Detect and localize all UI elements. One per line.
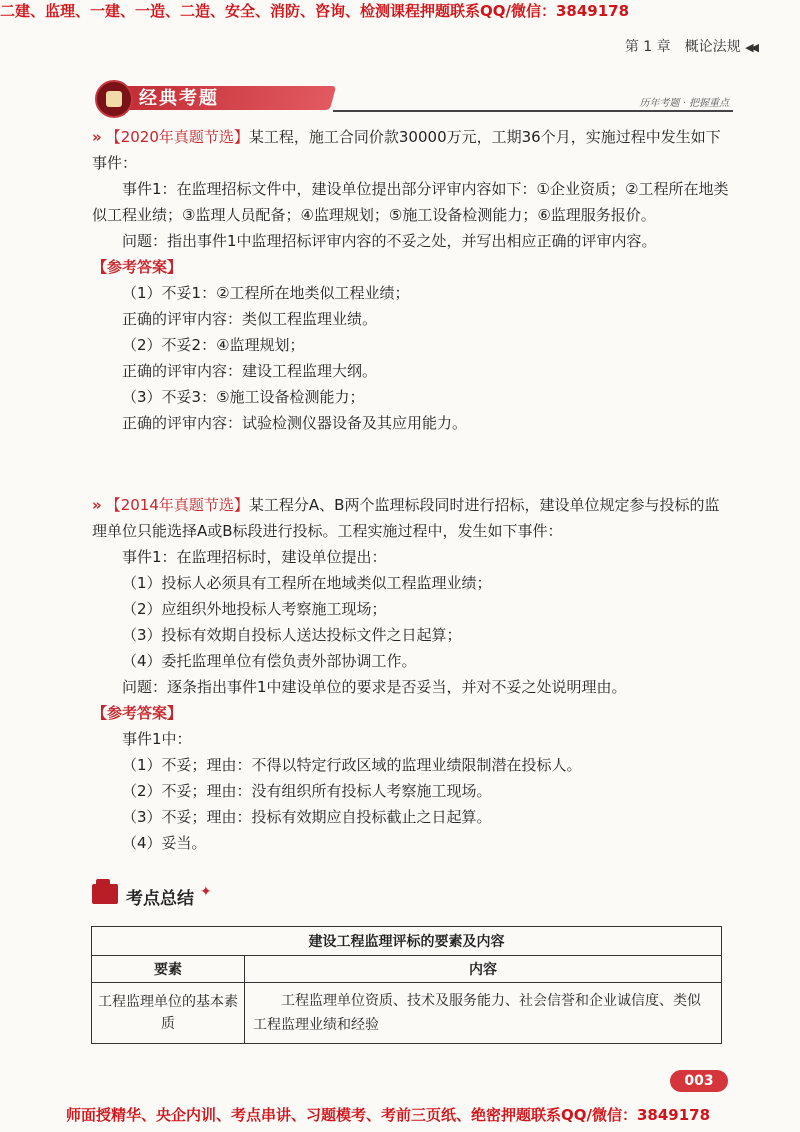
answer-line: （3）不妥3：⑤施工设备检测能力； (122, 388, 365, 406)
section-rule (333, 110, 733, 112)
section-header-classic-questions (95, 80, 735, 120)
chapter-label: 第 1 章 概论法规 (624, 39, 741, 55)
answer-line: 正确的评审内容：建设工程监理大纲。 (122, 362, 378, 380)
question-intro: » 【2020年真题节选】某工程，施工合同价款30000万元，工期36个月，实施过程中发生如下事件： (92, 128, 721, 172)
answer-line: （4）妥当。 (122, 834, 207, 852)
answer-line: 正确的评审内容：试验检测仪器设备及其应用能力。 (122, 414, 468, 432)
answer-line: 正确的评审内容：类似工程监理业绩。 (122, 310, 378, 328)
event-text: 事件1：在监理招标时，建设单位提出： (122, 548, 387, 566)
chapter-heading (625, 36, 756, 56)
question-tag: 【2014年真题节选】 (105, 496, 249, 514)
double-chevron-icon: » (92, 128, 102, 146)
page-number: 003 (670, 1070, 728, 1092)
table-caption: 建设工程监理评标的要素及内容 (92, 927, 722, 956)
section-title: 经典考题 (139, 88, 219, 109)
promo-banner-bottom: 师面授精华、央企内训、考点串讲、习题模考、考前三页纸、绝密押题联系QQ/微信：3849178 (66, 1106, 711, 1124)
answer-line: （1）不妥1：②工程所在地类似工程业绩； (122, 284, 410, 302)
table-header-element: 要素 (92, 956, 245, 983)
answer-line: （1）不妥；理由：不得以特定行政区域的监理业绩限制潜在投标人。 (122, 756, 582, 774)
summary-table (91, 926, 722, 1044)
table-cell-element: 工程监理单位的基本素质 (92, 983, 245, 1044)
double-chevron-icon: » (92, 496, 102, 514)
chevron-left-icon: ◀◀ (745, 41, 756, 54)
answer-label: 【参考答案】 (92, 258, 183, 276)
promo-banner-top: 二建、监理、一建、一造、二造、安全、消防、咨询、检测课程押题联系QQ/微信：3849178 (0, 2, 630, 20)
section-title: 考点总结 (126, 889, 194, 909)
question-tag: 【2020年真题节选】 (105, 128, 249, 146)
table-header-content: 内容 (245, 956, 722, 983)
question-2014 (92, 492, 732, 856)
answer-line: （2）不妥；理由：没有组织所有投标人考察施工现场。 (122, 782, 492, 800)
sparkle-icon: ✦ (200, 884, 212, 900)
event-item: （2）应组织外地投标人考察施工现场； (122, 600, 387, 618)
answer-label: 【参考答案】 (92, 704, 183, 722)
answer-intro: 事件1中： (122, 730, 192, 748)
question-intro: » 【2014年真题节选】某工程分A、B两个监理标段同时进行招标，建设单位规定参与投标的监理单位只能选择A或B标段进行投标。工程实施过程中，发生如下事件： (92, 496, 720, 540)
event-item: （4）委托监理单位有偿负责外部协调工作。 (122, 652, 417, 670)
answer-line: （2）不妥2：④监理规划； (122, 336, 305, 354)
book-icon (95, 80, 133, 118)
table-cell-content: 工程监理单位资质、技术及服务能力、社会信誉和企业诚信度、类似工程监理业绩和经验 (245, 983, 722, 1044)
event-text: 事件1：在监理招标文件中，建设单位提出部分评审内容如下：①企业资质；②工程所在地类似工程业绩；③监理人员配备；④监理规划；⑤施工设备检测能力；⑥监理服务报价。 (92, 180, 729, 224)
table-row (92, 983, 722, 1044)
folder-icon (92, 884, 118, 904)
question-text: 问题：逐条指出事件1中建设单位的要求是否妥当，并对不妥之处说明理由。 (122, 678, 627, 696)
answer-line: （3）不妥；理由：投标有效期应自投标截止之日起算。 (122, 808, 492, 826)
event-item: （1）投标人必须具有工程所在地域类似工程监理业绩； (122, 574, 492, 592)
question-text: 问题：指出事件1中监理招标评审内容的不妥之处，并写出相应正确的评审内容。 (122, 232, 657, 250)
section-tagline: 历年考题 · 把握重点 (639, 98, 729, 109)
event-item: （3）投标有效期自投标人送达投标文件之日起算； (122, 626, 462, 644)
question-2020 (92, 124, 732, 436)
